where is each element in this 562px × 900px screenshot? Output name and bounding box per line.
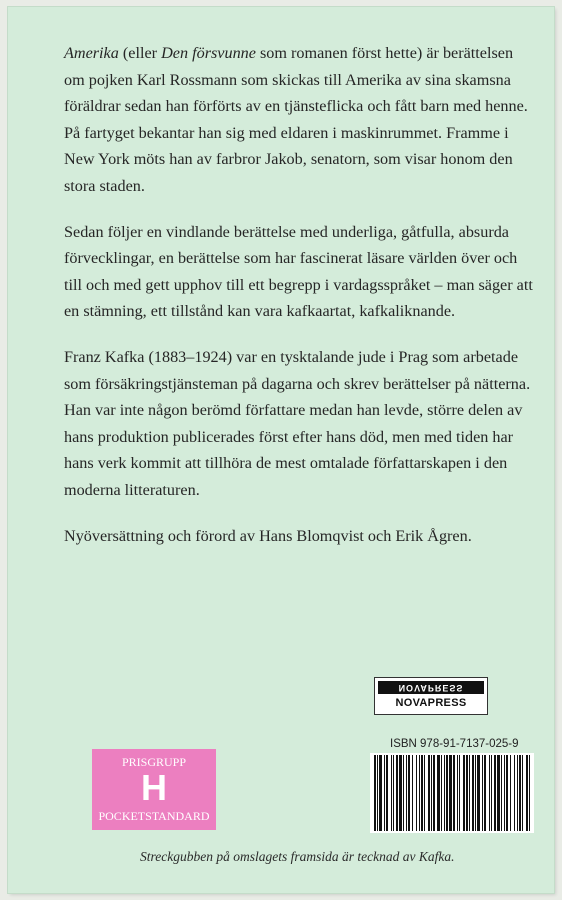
blurb-paragraph-2: Sedan följer en vindlande berättelse med underliga, gåtfulla, absurda förvecklingar, en berättelse som har fascinerat läsare världen över och till och med gett upphov till ett begrepp i vardagsspråket – man säger att en stämning, ett tillstånd kan vara kafkaartat, kafkaliknande. <box>64 222 533 321</box>
price-group-badge <box>92 749 216 830</box>
barcode <box>370 753 534 833</box>
price-group-letter: H <box>141 767 167 808</box>
price-group-format: POCKETSTANDARD <box>98 809 210 823</box>
blurb-paragraph-3: Franz Kafka (1883–1924) var en tysktalande jude i Prag som arbetade som försäkringstjänsteman på dagarna och skrev berättelser på nätterna. Han var inte någon berömd författare medan han levde, större delen av hans produktion publicerades först efter hans död, men med tiden har hans verk kommit att tillhöra de mest omtalade författarskapen i den moderna litteraturen. <box>64 347 531 499</box>
book-title: Amerika <box>64 44 119 62</box>
alternate-title: Den försvunne <box>161 44 256 62</box>
publisher-logo <box>374 677 488 715</box>
book-back-cover <box>8 7 554 893</box>
publisher-name: NOVAPRESS <box>395 697 467 709</box>
cover-illustration-credit: Streckgubben på omslagets framsida är tecknad av Kafka. <box>140 849 455 864</box>
translator-credit: Nyöversättning och förord av Hans Blomqvist och Erik Ågren. <box>64 526 472 545</box>
blurb-text <box>64 40 534 568</box>
blurb-paragraph-1: Amerika (eller Den försvunne som romanen först hette) är berättelsen om pojken Karl Rossmann som skickas till Amerika av sina skamsna föräldrar sedan han förförts av en tjänsteflicka och fått barn med henne. På fartyget bekantar han sig med eldaren i maskinrummet. Framme i New York möts han av farbror Jakob, senatorn, som visar honom den stora staden. <box>64 44 528 195</box>
publisher-logo-mirrored-strip: NOVAPRESS <box>378 681 484 694</box>
price-group-label: PRISGRUPP <box>121 755 187 769</box>
isbn-number: ISBN 978-91-7137-025-9 <box>390 738 519 750</box>
barcode-icon <box>370 753 534 833</box>
